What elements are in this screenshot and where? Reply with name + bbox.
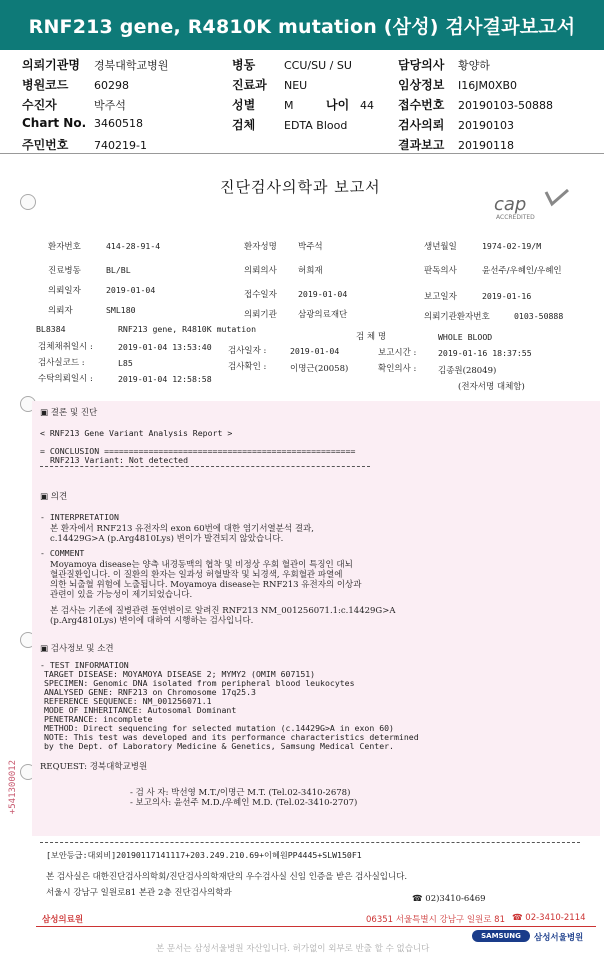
info-value: 허희재	[298, 266, 323, 276]
info-value: 2019-01-04	[298, 289, 348, 299]
test-name: RNF213 gene, R4810K mutation	[118, 324, 257, 334]
summary-grid	[0, 50, 604, 154]
row-label: 보고시간 :	[378, 348, 417, 358]
smc-name: 삼성서울병원	[534, 933, 584, 943]
info-label: 접수일자	[244, 290, 277, 300]
row-value: 김종원(28049)	[438, 366, 497, 376]
grid-dept: 진료과 NEU	[232, 78, 308, 92]
info-label: 판독의사	[424, 266, 457, 276]
ti-line: TARGET DISEASE: MOYAMOYA DISEASE 2; MYMY2 (OMIM 607151)	[44, 669, 316, 679]
info-value: SML180	[106, 305, 136, 315]
ti-line: METHOD: Direct sequencing for selected mutation (c.14429G>A in exon 60)	[44, 723, 394, 733]
info-label: 의뢰기관	[244, 310, 277, 320]
grid-hospital-code: 병원코드 60298	[22, 78, 129, 92]
ti-line: by the Dept. of Laboratory Medicine & Genetics, Samsung Medical Center.	[44, 741, 394, 751]
ti-line: PENETRANCE: incomplete	[44, 714, 153, 724]
ti-line: SPECIMEN: Genomic DNA isolated from peripheral blood leukocytes	[44, 678, 355, 688]
grid-doctor: 담당의사 황양하	[398, 58, 490, 72]
request-line: REQUEST: 경북대학교병원	[40, 762, 148, 772]
info-value: 윤선주/우혜인/우혜인	[482, 266, 562, 276]
scanned-report	[6, 160, 600, 956]
section-conclusion: ▣ 결론 및 진단	[40, 408, 98, 418]
info-label: 보고일자	[424, 292, 457, 302]
section-test-info: ▣ 검사정보 및 소견	[40, 644, 114, 654]
grid-referrer: 의뢰기관명 경북대학교병원	[22, 58, 169, 72]
section-opinion: ▣ 의견	[40, 492, 68, 502]
row-value: 2019-01-04 13:53:40	[118, 342, 212, 352]
grid-age: 나이 44	[326, 98, 374, 112]
barcode-number: +541300012	[8, 760, 18, 815]
info-value: 삼광의료재단	[298, 310, 348, 320]
row-label: 검체채취일시 :	[38, 342, 93, 352]
info-label: 진료병동	[48, 266, 81, 276]
report-title: 진단검사의학과 보고서	[220, 178, 381, 196]
info-value: 2019-01-04	[106, 285, 156, 295]
cap-accredited-logo	[490, 188, 570, 222]
info-value: 박주석	[298, 242, 323, 252]
comment-line: 본 검사는 기존에 질병관련 돌연변이로 알려진 RNF213 NM_001256071.1:c.14429G>A	[50, 606, 396, 616]
bl-code: BL8384	[36, 324, 66, 334]
info-label: 의뢰일자	[48, 286, 81, 296]
grid-ward: 병동 CCU/SU / SU	[232, 58, 352, 72]
ti-line: ANALYSED GENE: RNF213 on Chromosome 17q25.3	[44, 687, 256, 697]
info-value: 414-28-91-4	[106, 241, 161, 251]
footer-tel: ☎ 02-3410-2114	[512, 913, 586, 923]
footer-rule	[36, 926, 596, 927]
comment-line: (p.Arg4810Lys) 변이에 대하여 시행하는 검사입니다.	[50, 616, 254, 626]
info-label: 의뢰기관환자번호	[424, 312, 490, 322]
info-value: BL/BL	[106, 265, 131, 275]
ti-line: - TEST INFORMATION	[40, 660, 129, 670]
comment-line: 관련이 있을 가능성이 제기되었습니다.	[50, 590, 193, 600]
grid-request-date: 검사의뢰 20190103	[398, 118, 514, 132]
info-label: 의뢰자	[48, 306, 73, 316]
row-label: 검사실코드 :	[38, 358, 85, 368]
info-value: 1974-02-19/M	[482, 241, 542, 251]
svg-text:cap: cap	[494, 194, 527, 215]
comment-line: Moyamoya disease는 양측 내경동맥의 협착 및 비정상 우회 혈관이 특징인 대뇌	[50, 560, 353, 570]
ti-line: MODE OF INHERITANCE: Autosomal Dominant	[44, 705, 237, 715]
row-value: 2019-01-04 12:58:58	[118, 374, 212, 384]
divider	[40, 842, 580, 843]
row-value: 2019-01-04	[290, 346, 340, 356]
grid-sex: 성별 M	[232, 98, 294, 112]
report-header	[0, 0, 604, 50]
comment-heading: - COMMENT	[40, 548, 85, 558]
svg-text:ACCREDITED: ACCREDITED	[496, 214, 535, 221]
punch-hole	[20, 194, 36, 210]
grid-rrn: 주민번호 740219-1	[22, 138, 147, 152]
ti-line: NOTE: This test was developed and its performance characteristics determined	[44, 732, 419, 742]
page-title: RNF213 gene, R4810K mutation (삼성) 검사결과보고서	[28, 15, 576, 38]
specimen-label: 검 체 명	[356, 332, 387, 342]
row-value: 이명근(20058)	[290, 364, 349, 374]
certification: 본 검사실은 대한진단검사의학회/진단검사의학재단의 우수검사실 신임 인증을 받은 검사실입니다.	[46, 872, 408, 882]
grid-clinical: 임상정보 I16JM0XB0	[398, 78, 518, 92]
info-label: 환자번호	[48, 242, 81, 252]
lab-tel: ☎ 02)3410-6469	[412, 894, 486, 904]
row-label: 확인의사 :	[378, 364, 417, 374]
conclusion-header: = CONCLUSION ===================================================	[40, 446, 356, 456]
grid-chart: Chart No. 3460518	[22, 116, 143, 130]
info-value: 2019-01-16	[482, 291, 532, 301]
staff-line: - 보고의사: 윤선주 M.D./우혜인 M.D. (Tel.02-3410-2707)	[130, 798, 358, 808]
e-signature-note: (전자서명 대체함)	[458, 382, 525, 392]
comment-line: 혈관질환입니다. 이 질환의 환자는 일과성 허혈발작 및 뇌경색, 우회혈관 파열에	[50, 570, 343, 580]
grid-specimen: 검체 EDTA Blood	[232, 118, 348, 132]
interpretation-line: 본 환자에서 RNF213 유전자의 exon 60번에 대한 염기서열분석 결과,	[50, 524, 314, 534]
ti-line: REFERENCE SEQUENCE: NM_001256071.1	[44, 696, 212, 706]
interpretation-line: c.14429G>A (p.Arg4810Lys) 변이가 발견되지 않았습니다.	[50, 534, 284, 544]
row-value: L85	[118, 358, 133, 368]
info-label: 의뢰의사	[244, 266, 277, 276]
divider	[40, 466, 370, 467]
row-label: 검사확인 :	[228, 362, 267, 372]
footer-address: 06351 서울특별시 강남구 일원로 81	[366, 915, 505, 925]
row-value: 2019-01-16 18:37:55	[438, 348, 532, 358]
footer-brand: 삼성의료원	[42, 915, 84, 925]
info-label: 생년월일	[424, 242, 457, 252]
conclusion-value: RNF213 Variant: Not detected	[50, 455, 189, 465]
comment-line: 의한 뇌출혈 위험에 노출됩니다. Moyamoya disease는 RNF213 유전자의 이상과	[50, 580, 362, 590]
staff-line: - 검 사 자: 박선영 M.T./이명근 M.T. (Tel.02-3410-2678)	[130, 788, 351, 798]
report-subtitle: < RNF213 Gene Variant Analysis Report >	[40, 428, 233, 438]
samsung-logo: SAMSUNG	[472, 930, 530, 942]
print-info: [보안등급:대외비]20190117141117+203.249.210.69+이혜원PP4445+SLW150F1	[46, 850, 362, 860]
grid-accession: 접수번호 20190103-50888	[398, 98, 553, 112]
grid-report-date: 결과보고 20190118	[398, 138, 514, 152]
info-value: 0103-50888	[514, 311, 564, 321]
info-label: 환자성명	[244, 242, 277, 252]
grid-patient: 수진자 박주석	[22, 98, 126, 112]
row-label: 수탁의뢰일시 :	[38, 374, 93, 384]
confidential-note: 본 문서는 삼성서울병원 자산입니다. 허가없이 외부로 반출 할 수 없습니다	[156, 944, 430, 954]
interpretation-heading: - INTERPRETATION	[40, 512, 119, 522]
row-label: 검사일자 :	[228, 346, 267, 356]
specimen-value: WHOLE BLOOD	[438, 332, 493, 342]
lab-address: 서울시 강남구 일원로81 본관 2층 진단검사의학과	[46, 888, 232, 898]
